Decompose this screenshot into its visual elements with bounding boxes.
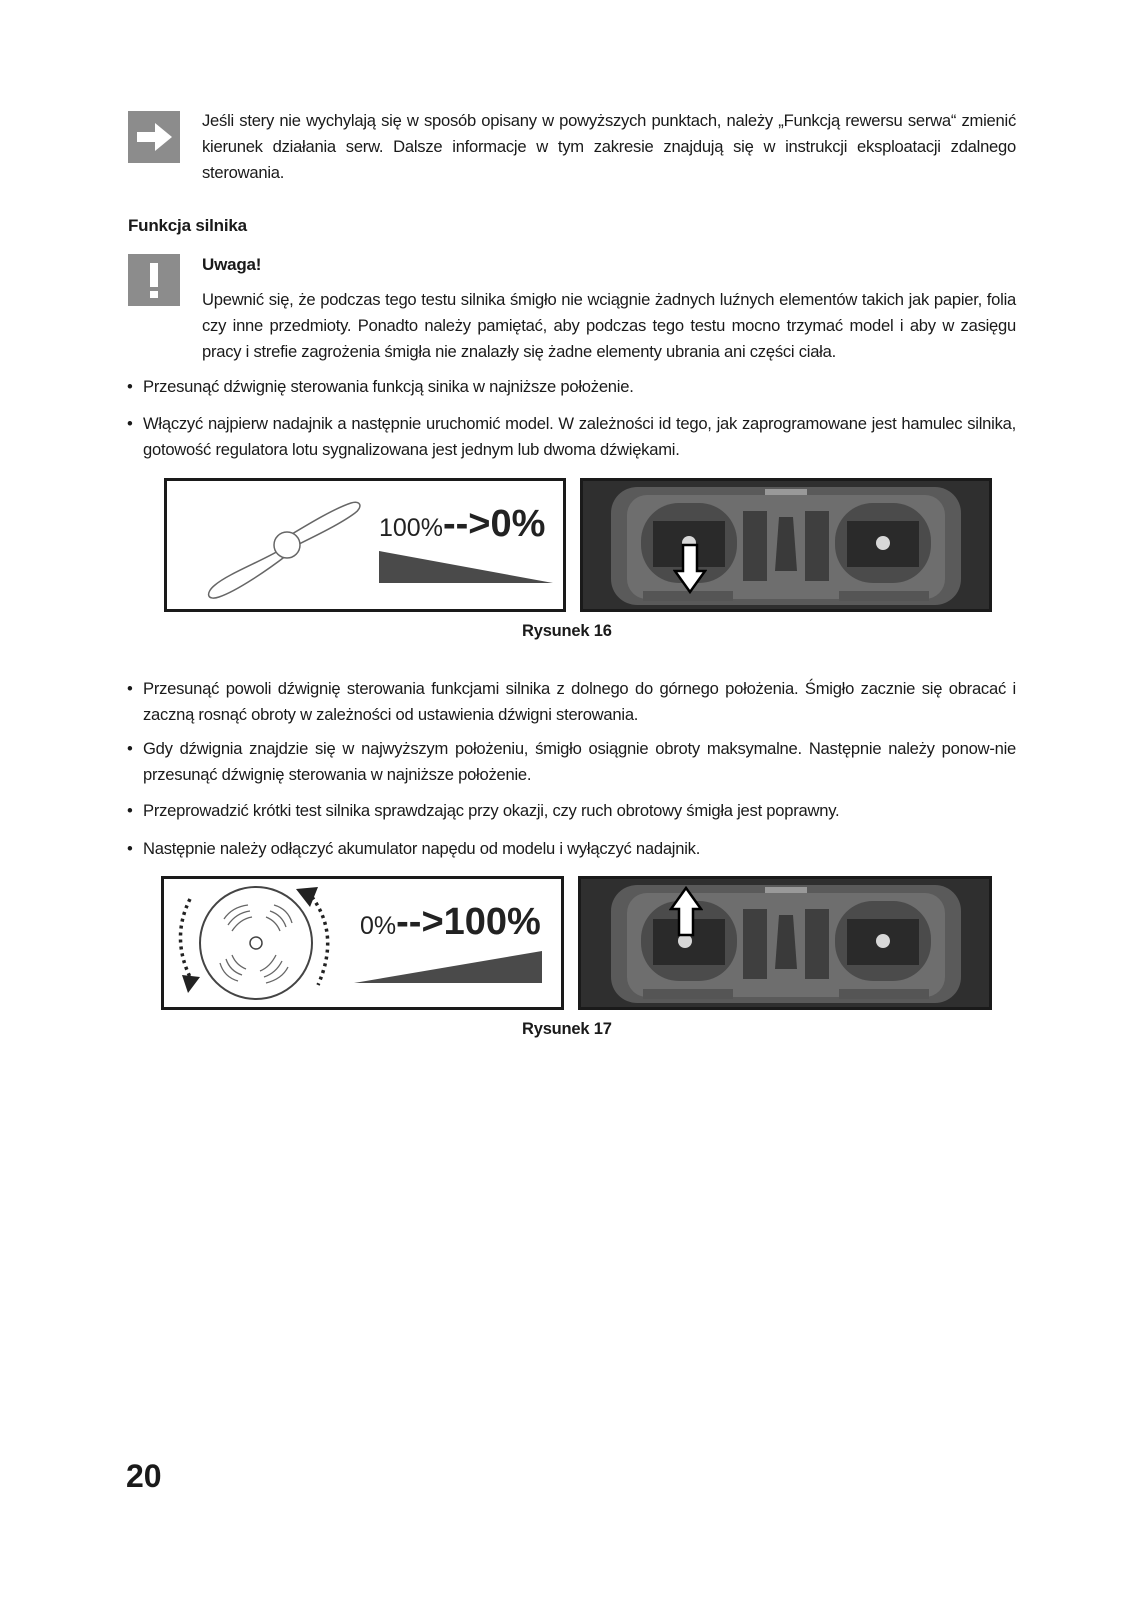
bullet-dot: • [127,377,133,396]
bullet-item [127,798,1016,824]
bullet-dot: • [127,414,133,433]
bullet-item [127,411,1016,463]
figure17-transmitter-panel [578,876,992,1010]
page-number: 20 [126,1458,162,1494]
arrow-up-icon [669,885,703,937]
note-text: Jeśli stery nie wychylają się w sposób opisany w powyższych punktach, należy „Funkcją rewersu serwa“ zmienić kierunek działania serw. Dalsze informacje w tym zakresie znajdują się w instrukcji eksploatacji zdalnego sterowania. [202,111,1016,182]
throttle-ramp-decreasing [377,549,557,589]
figure17-caption: Rysunek 17 [522,1020,612,1038]
arrow-right-icon [128,111,180,163]
warning-text: Upewnić się, że podczas tego testu silnika śmigło nie wciągnie żadnych luźnych elementów takich jak papier, folia czy inne przedmioty. Ponadto należy pamiętać, aby podczas tego testu mocno trzymać model i aby w zasięgu pracy i strefie zagrożenia śmigła nie znalazły się żadne elementy ubrania ani części ciała. [202,290,1016,361]
bullet-dot: • [127,839,133,858]
figure17-rotor-panel [161,876,564,1010]
bullet-text: Przesunąć dźwignię sterowania funkcją sinika w najniższe położenie. [143,377,634,396]
to-value: 100% [443,901,541,943]
bullet-text: Następnie należy odłączyć akumulator napędu od modelu i wyłączyć nadajnik. [143,839,701,858]
figure16-caption: Rysunek 16 [522,622,612,640]
throttle-label [379,503,545,546]
warning-title: Uwaga! [202,255,262,274]
bullet-item [127,836,1016,862]
arrow-text: --> [396,901,444,943]
bullet-dot: • [127,679,133,698]
bullet-item [127,676,1016,728]
to-value: 0% [490,503,546,545]
transmitter-icon [581,879,989,1007]
bullet-item [127,374,1016,400]
arrow-down-icon [673,543,707,595]
bullet-text: Gdy dźwignia znajdzie się w najwyższym położeniu, śmigło osiągnie obroty maksymalne. Następnie należy ponow-nie przesunąć dźwignię sterowania w najniższe położenie. [143,739,1016,784]
bullet-item [127,736,1016,788]
throttle-ramp-increasing [352,949,552,989]
figure16-propeller-panel [164,478,566,612]
figure16-transmitter-panel [580,478,992,612]
bullet-text: Włączyć najpierw nadajnik a następnie uruchomić model. W zależności id tego, jak zaprogramowane jest hamulec silnika, gotowość regulatora lotu sygnalizowana jest jednym lub dwoma dźwiękami. [143,414,1016,459]
bullet-text: Przeprowadzić krótki test silnika sprawdzając przy okazji, czy ruch obrotowy śmigła jest poprawny. [143,801,840,820]
exclamation-icon [128,254,180,306]
bullet-dot: • [127,739,133,758]
transmitter-icon [583,481,989,609]
arrow-text: --> [442,503,491,545]
from-value: 100% [379,514,443,542]
section-heading: Funkcja silnika [128,216,247,235]
bullet-text: Przesunąć powoli dźwignię sterowania funkcjami silnika z dolnego do górnego położenia. Śmigło zacznie się obracać i zaczną rosnąć obroty w zależności od ustawienia dźwigni sterowania. [143,679,1016,724]
bullet-dot: • [127,801,133,820]
throttle-label [360,901,541,944]
from-value: 0% [360,912,397,940]
